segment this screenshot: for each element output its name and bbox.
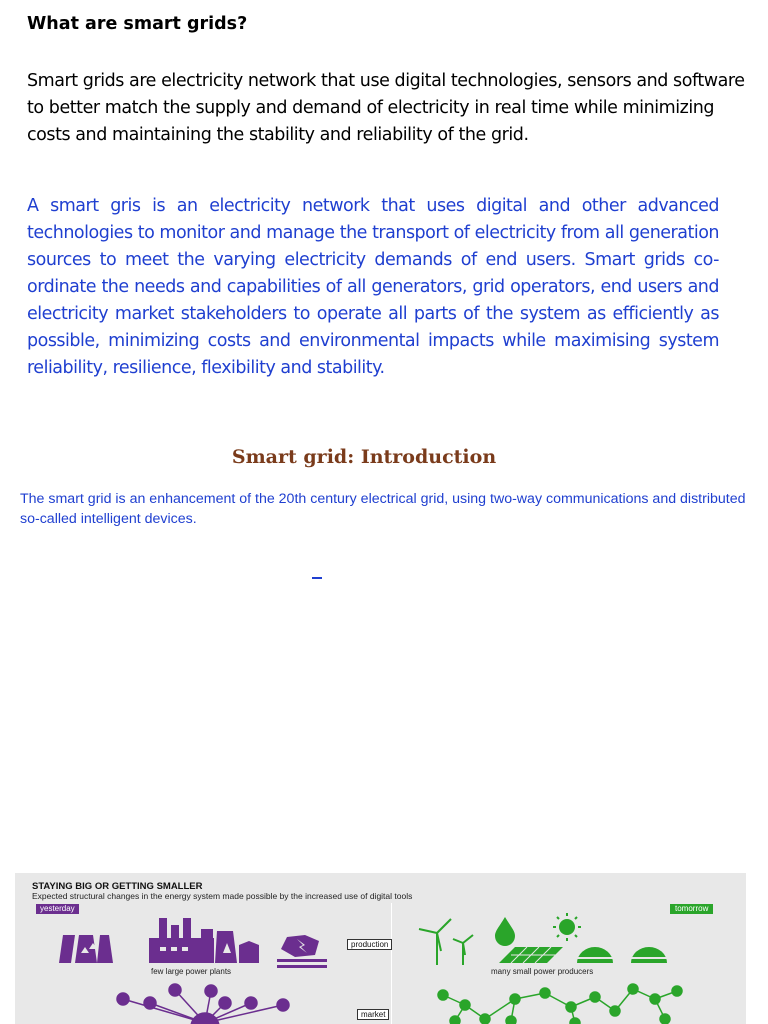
detailed-definition-paragraph: A smart gris is an electricity network that uses digital and other advanced technologies to monitor and manage the transport of electricity from all generation sources to meet the varying electricity demands of end users. Smart grids co-ordinate the needs and capabilities of all generators, grid operators, end users and electricity market stakeholders to operate all parts of the system as efficiently as possible, minimizing costs and environmental impacts while maximising system reliability, resilience, flexibility and stability. <box>27 196 719 378</box>
definition-paragraph: Smart grids are electricity network that use digital technologies, sensors and software to better match the supply and demand of electricity in real time while minimizing costs and maintaining the stability and reliability of the grid. <box>27 71 745 145</box>
right-caption: many small power producers <box>491 967 594 976</box>
power-plant-icon <box>215 931 259 963</box>
left-caption: few large power plants <box>151 967 232 976</box>
section-title: Smart grid: Introduction <box>231 446 497 468</box>
factory-icon <box>149 918 214 963</box>
hydro-dam-icon <box>277 935 327 968</box>
tomorrow-tag: tomorrow <box>670 904 713 914</box>
yesterday-tag: yesterday <box>36 904 79 914</box>
solar-panel-icon <box>499 947 563 963</box>
centralized-network-icon <box>117 984 289 1024</box>
cooling-tower-icon <box>59 935 113 963</box>
infographic-title: STAYING BIG OR GETTING SMALLER <box>32 881 203 892</box>
wind-turbine-icon <box>419 919 473 965</box>
water-drop-icon <box>495 917 515 946</box>
biogas-dome-icon <box>577 947 667 963</box>
smart-grid-infographic <box>15 873 746 1024</box>
market-label: market <box>357 1009 389 1020</box>
distributed-network-icon <box>438 984 682 1024</box>
infographic-subtitle: Expected structural changes in the energy system made possible by the increased use of digital tools <box>32 891 413 901</box>
cursor-dash <box>312 577 322 579</box>
page-heading: What are smart grids? <box>27 14 248 34</box>
sun-icon <box>553 913 581 941</box>
intro-paragraph: The smart grid is an enhancement of the 20th century electrical grid, using two-way communications and distributed so-called intelligent devices. <box>20 491 746 527</box>
production-label: production <box>347 939 392 950</box>
